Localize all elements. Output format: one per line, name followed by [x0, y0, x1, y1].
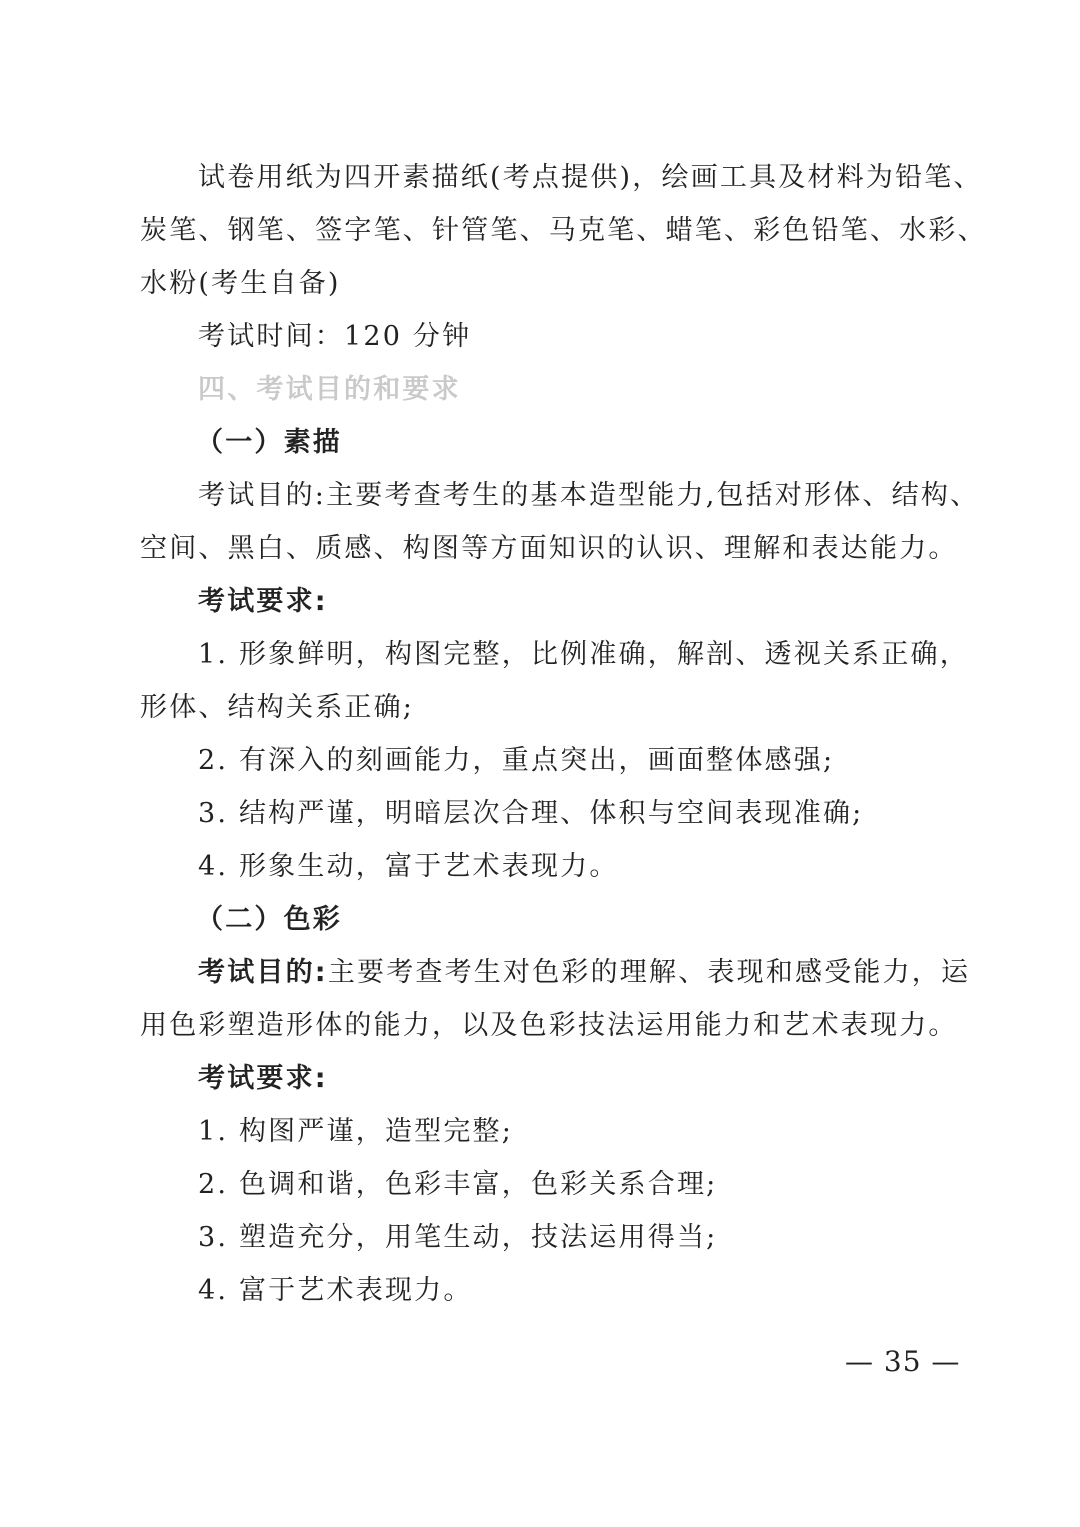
color-heading: （二）色彩: [196, 904, 342, 935]
page-number: — 35 —: [845, 1345, 961, 1378]
list-item: 4. 富于艺术表现力。: [198, 1275, 473, 1306]
list-item: 3. 塑造充分，用笔生动，技法运用得当;: [198, 1222, 718, 1253]
list-item: 形体、结构关系正确;: [140, 692, 415, 723]
paragraph-line: 试卷用纸为四开素描纸(考点提供)，绘画工具及材料为铅笔、: [198, 162, 983, 193]
sketch-heading: （一）素描: [196, 427, 342, 458]
requirements-label: 考试要求:: [198, 1063, 328, 1094]
list-item: 3. 结构严谨，明暗层次合理、体积与空间表现准确;: [198, 798, 864, 829]
exam-time: 考试时间：120 分钟: [198, 321, 472, 352]
list-item: 4. 形象生动，富于艺术表现力。: [198, 851, 619, 882]
section-heading: 四、考试目的和要求: [198, 374, 461, 405]
paragraph-line: 水粉(考生自备): [140, 268, 341, 299]
purpose-label: 考试目的:: [198, 957, 328, 988]
paragraph-line: 空间、黑白、质感、构图等方面知识的认识、理解和表达能力。: [140, 533, 958, 564]
list-item: 2. 有深入的刻画能力，重点突出，画面整体感强;: [198, 745, 835, 776]
list-item: 1. 形象鲜明，构图完整，比例准确，解剖、透视关系正确，: [198, 639, 969, 670]
paragraph-line: [198, 953, 971, 993]
requirements-label: 考试要求:: [198, 586, 328, 617]
paragraph-line: 炭笔、钢笔、签字笔、针管笔、马克笔、蜡笔、彩色铅笔、水彩、: [140, 215, 987, 246]
paragraph-line: 考试目的:主要考查考生的基本造型能力,包括对形体、结构、: [198, 480, 980, 511]
list-item: 1. 构图严谨，造型完整;: [198, 1116, 514, 1147]
purpose-text: 主要考查考生对色彩的理解、表现和感受能力，运: [327, 957, 971, 988]
paragraph-line: 用色彩塑造形体的能力，以及色彩技法运用能力和艺术表现力。: [140, 1010, 958, 1041]
list-item: 2. 色调和谐，色彩丰富，色彩关系合理;: [198, 1169, 718, 1200]
